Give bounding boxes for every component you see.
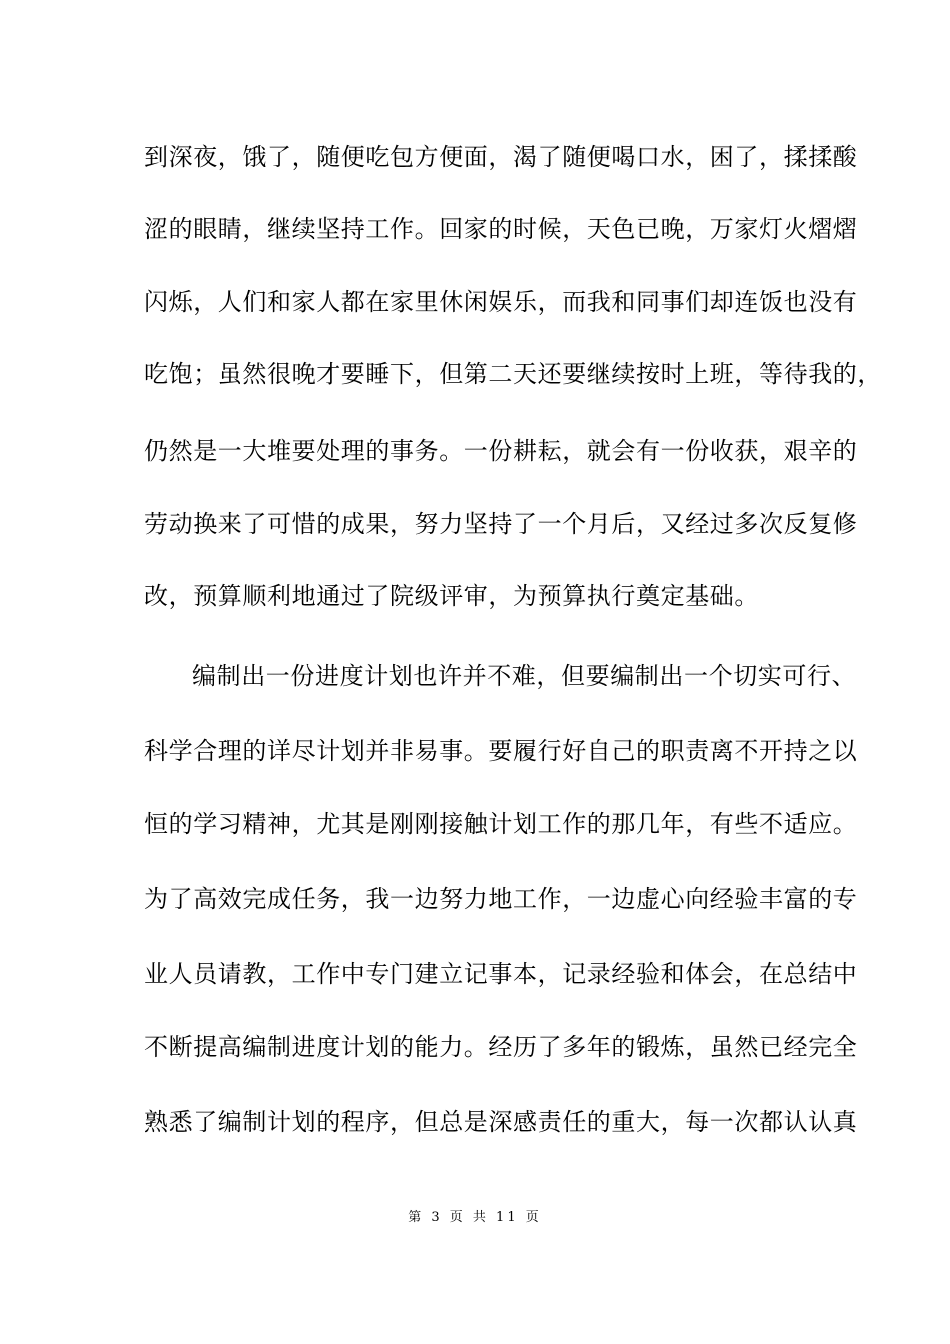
body-text-line: 科学合理的详尽计划并非易事。要履行好自己的职责离不开持之以 (144, 737, 858, 765)
body-text-line: 改，预算顺利地通过了院级评审，为预算执行奠定基础。 (144, 582, 759, 610)
body-text-line: 劳动换来了可惜的成果，努力坚持了一个月后，又经过多次反复修 (144, 510, 858, 538)
body-text-line: 仍然是一大堆要处理的事务。一份耕耘，就会有一份收获，艰辛的 (144, 437, 858, 465)
body-text-line: 编制出一份进度计划也许并不难，但要编制出一个切实可行、 (192, 662, 857, 690)
body-text-line: 熟悉了编制计划的程序，但总是深感责任的重大，每一次都认认真 (144, 1108, 858, 1136)
body-text-line: 业人员请教，工作中专门建立记事本，记录经验和体会，在总结中 (144, 960, 858, 988)
body-text-line: 涩的眼睛，继续坚持工作。回家的时候，天色已晚，万家灯火熠熠 (144, 215, 858, 243)
body-text-line: 吃饱；虽然很晚才要睡下，但第二天还要继续按时上班，等待我的， (144, 360, 882, 388)
body-text-line: 闪烁，人们和家人都在家里休闲娱乐，而我和同事们却连饭也没有 (144, 288, 858, 316)
body-text-line: 恒的学习精神，尤其是刚刚接触计划工作的那几年，有些不适应。 (144, 810, 858, 838)
body-text-line: 为了高效完成任务，我一边努力地工作，一边虚心向经验丰富的专 (144, 885, 858, 913)
body-text-line: 到深夜，饿了，随便吃包方便面，渴了随便喝口水，困了，揉揉酸 (144, 143, 858, 171)
page-footer: 第 3 页 共 11 页 (408, 1210, 542, 1225)
body-text-line: 不断提高编制进度计划的能力。经历了多年的锻炼，虽然已经完全 (144, 1033, 858, 1061)
